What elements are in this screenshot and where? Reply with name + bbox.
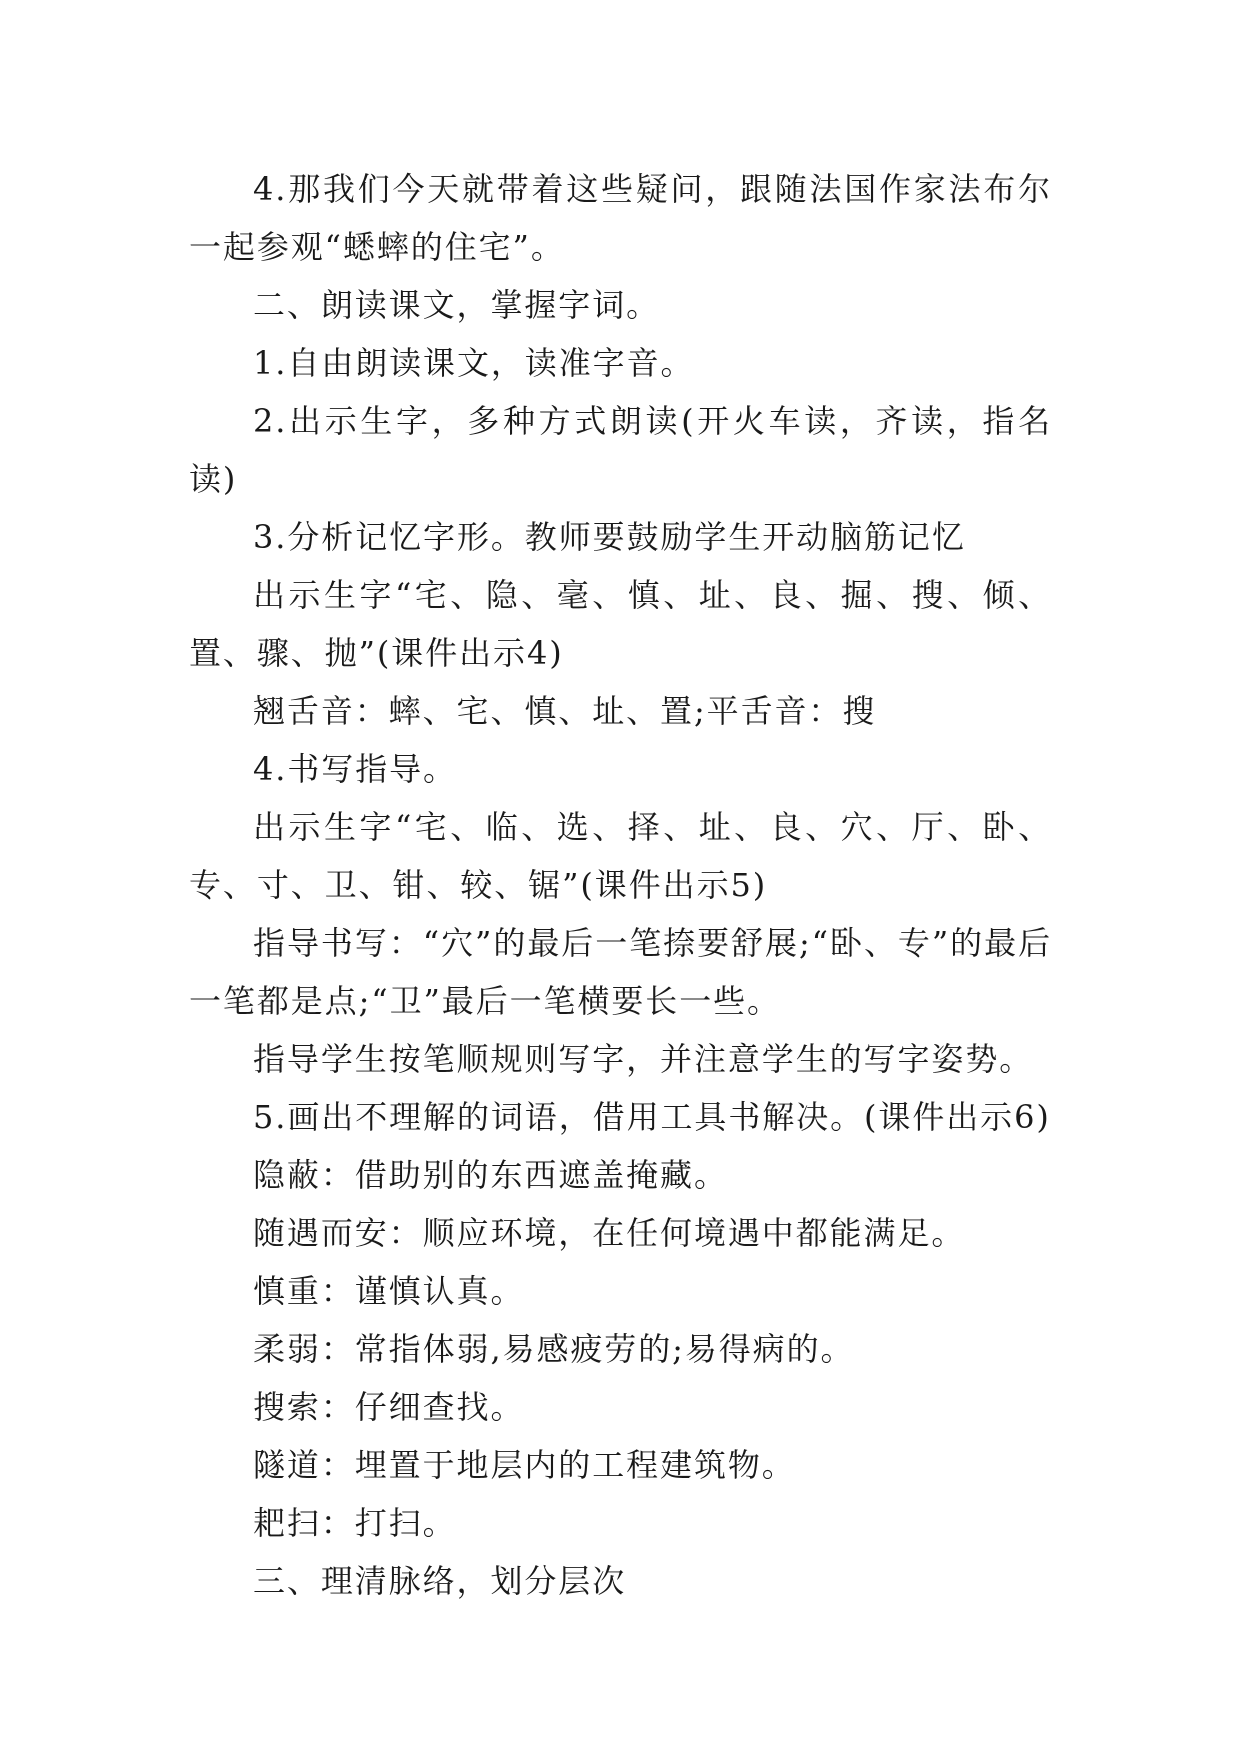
paragraph: 指导书写：“穴”的最后一笔捺要舒展;“卧、专”的最后一笔都是点;“卫”最后一笔横要长一些。 (189, 924, 1052, 1020)
paragraph: 3.分析记忆字形。教师要鼓励学生开动脑筋记忆 (253, 518, 966, 556)
paragraph: 出示生字“宅、隐、毫、慎、址、良、掘、搜、倾、置、骤、抛”(课件出示4) (189, 576, 1052, 672)
document-body (189, 160, 1052, 1610)
section-heading: 二、朗读课文，掌握字词。 (253, 286, 661, 324)
vocabulary-definition: 隧道：埋置于地层内的工程建筑物。 (253, 1446, 796, 1484)
vocabulary-definition: 慎重：谨慎认真。 (253, 1272, 525, 1310)
vocabulary-definition: 搜索：仔细查找。 (253, 1388, 525, 1426)
vocabulary-definition: 柔弱：常指体弱,易感疲劳的;易得病的。 (253, 1330, 855, 1368)
paragraph: 指导学生按笔顺规则写字，并注意学生的写字姿势。 (253, 1040, 1034, 1078)
section-heading: 三、理清脉络，划分层次 (253, 1562, 627, 1600)
vocabulary-definition: 隐蔽：借助别的东西遮盖掩藏。 (253, 1156, 728, 1194)
paragraph: 5.画出不理解的词语，借用工具书解决。(课件出示6) (253, 1098, 1051, 1136)
paragraph: 4.那我们今天就带着这些疑问，跟随法国作家法布尔一起参观“蟋蟀的住宅”。 (189, 170, 1052, 266)
paragraph: 1.自由朗读课文，读准字音。 (253, 344, 695, 382)
paragraph: 翘舌音：蟀、宅、慎、址、置;平舌音：搜 (253, 692, 877, 730)
vocabulary-definition: 耙扫：打扫。 (253, 1504, 457, 1542)
vocabulary-definition: 随遇而安：顺应环境，在任何境遇中都能满足。 (253, 1214, 966, 1252)
paragraph: 2.出示生字，多种方式朗读(开火车读，齐读，指名读) (189, 402, 1052, 498)
paragraph: 出示生字“宅、临、选、择、址、良、穴、厅、卧、专、寸、卫、钳、较、锯”(课件出示5) (189, 808, 1052, 904)
paragraph: 4.书写指导。 (253, 750, 457, 788)
